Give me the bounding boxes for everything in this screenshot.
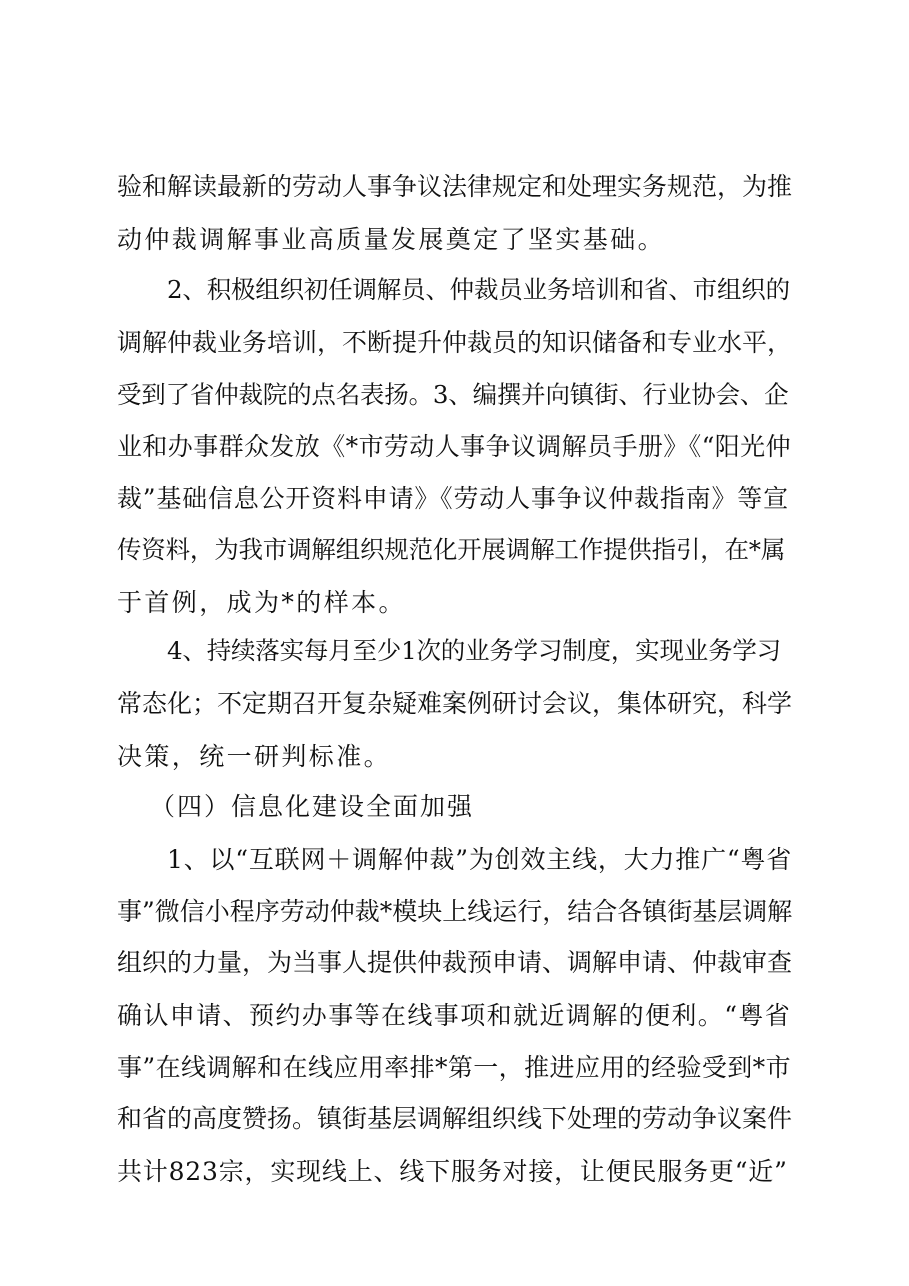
- text-line: 传资料，为我市调解组织规范化开展调解工作提供指引，在*属: [117, 535, 786, 564]
- text-line: 事”在线调解和在线应用率排*第一，推进应用的经验受到*市: [117, 1053, 791, 1082]
- text-line: 受到了省仲裁院的点名表扬。3、编撰并向镇街、行业协会、企: [117, 380, 789, 409]
- text-line: 确认申请、预约办事等在线事项和就近调解的便利。“粤省: [117, 1001, 792, 1030]
- text-line: 和省的高度赞扬。镇街基层调解组织线下处理的劳动争议案件: [117, 1104, 793, 1133]
- text-line: 常态化；不定期召开复杂疑难案例研讨会议，集体研究，科学: [117, 689, 793, 718]
- text-line: 裁”基础信息公开资料申请》《劳动人事争议仲裁指南》等宣: [117, 484, 789, 513]
- text-line: 动仲裁调解事业高质量发展奠定了坚实基础。: [117, 225, 666, 254]
- text-line: 决策，统一研判标准。: [117, 742, 392, 771]
- text-line: 业和办事群众发放《*市劳动人事争议调解员手册》《“阳光仲: [117, 432, 791, 461]
- paragraph-start-line: 1、以“互联网＋调解仲裁”为创效主线，大力推广“粤省: [167, 845, 793, 874]
- text-line: 于首例，成为*的样本。: [117, 588, 406, 617]
- text-line: 共计823宗，实现线上、线下服务对接，让便民服务更“近”: [117, 1157, 788, 1186]
- paragraph-start-line: 2、积极组织初任调解员、仲裁员业务培训和省、市组织的: [167, 275, 790, 304]
- paragraph-start-line: 4、持续落实每月至少1次的业务学习制度，实现业务学习: [167, 636, 781, 665]
- text-line: 事”微信小程序劳动仲裁*模块上线运行，结合各镇街基层调解: [117, 897, 793, 926]
- text-line: 调解仲裁业务培训，不断提升仲裁员的知识储备和专业水平，: [117, 328, 793, 357]
- text-line: 验和解读最新的劳动人事争议法律规定和处理实务规范，为推: [117, 172, 793, 201]
- text-line: 组织的力量，为当事人提供仲裁预申请、调解申请、仲裁审查: [117, 948, 793, 977]
- section-heading: （四）信息化建设全面加强: [150, 792, 475, 821]
